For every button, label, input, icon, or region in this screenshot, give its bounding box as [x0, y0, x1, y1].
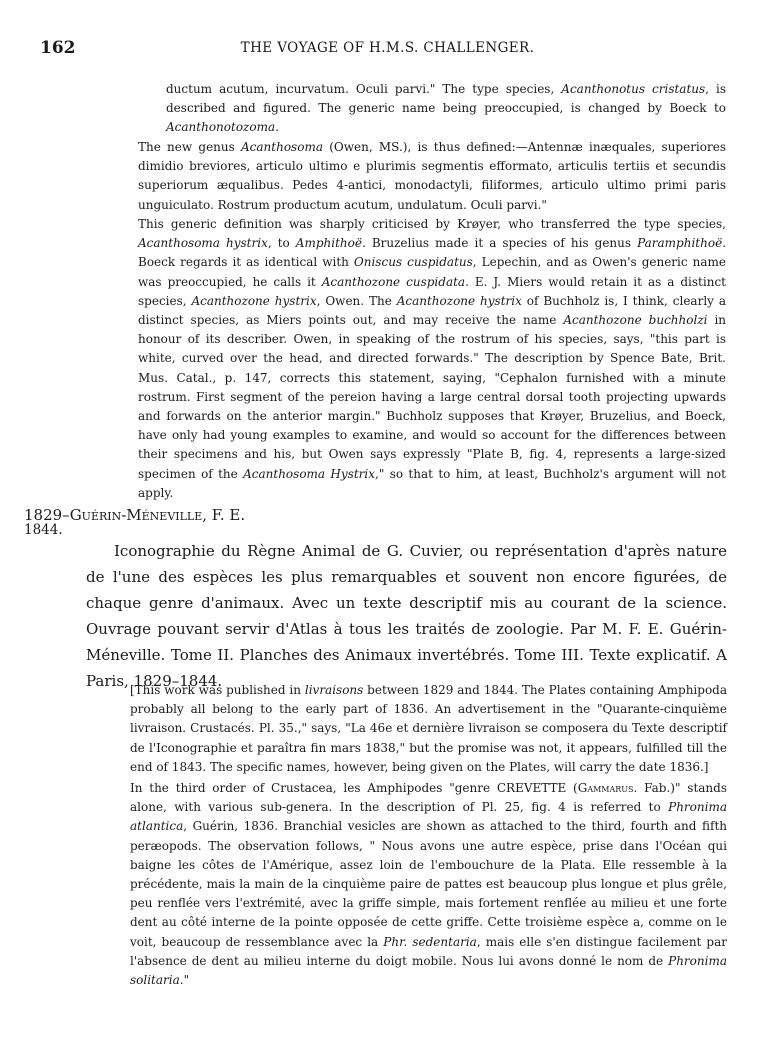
page-header	[40, 38, 735, 60]
paragraph-iconographie-title: Iconographie du Règne Animal de G. Cuvier, ou représentation d'après nature de l'une des espèces les plus remarquables et souvent non encore figurées, de chaque genre d'animaux. Avec un texte descriptif mis au courant de la science. Ouvrage pouvant servir d'Atlas à tous les traités de zoologie. Par M. F. E. Guérin-Méneville. Tome II. Planches des Animaux invertébrés. Tome III. Texte explicatif. A Paris, 1829–1844.	[86, 542, 727, 690]
paragraph-publication-note: [This work was published in livraisons between 1829 and 1844. The Plates containing Amphipoda probably all belong to the early part of 1836. An advertisement in the "Quarante-cinquième livraison. Crustacés. Pl. 35.," says, "La 46e et dernière livraison se composera du Texte descriptif de l'Iconographie et paraîtra fin mars 1838," but the promise was not, it appears, fulfilled till the end of 1843. The specific names, however, being given on the Plates, will carry the date 1836.]	[130, 683, 728, 774]
page-number: 162	[40, 38, 76, 58]
paragraph-acanthosoma-definition: The new genus Acanthosoma (Owen, MS.), is thus defined:—Antennæ inæquales, superiores dimidio breviores, articulo ultimo e plurimis segmentis efformato, articulis tertiis et secundis superiorum æqualibus. Pedes 4-antici, monodactyli, filiformes, articulo ultimo primi paris unguiculato. Rostrum productum acutum, undulatum. Oculi parvi."	[138, 140, 726, 212]
paragraph-acanthonotus: ductum acutum, incurvatum. Oculi parvi." The type species, Acanthonotus cristatus, is described and figured. The generic name being preoccupied, is changed by Boeck to Acanthonotozoma.	[166, 82, 727, 135]
entry-author: Guérin-Méneville	[69, 506, 203, 524]
bibliography-entry-heading: 1829–Guérin-Méneville, F. E.	[24, 506, 246, 524]
paragraph-crevette-phronima: In the third order of Crustacea, les Amphipodes "genre CREVETTE (Gammarus. Fab.)" stands alone, with various sub-genera. In the description of Pl. 25, fig. 4 is referred to Phronima atlantica, Guérin, 1836. Branchial vesicles are shown as attached to the third, fourth and fifth peræopods. The observation follows, " Nous avons une autre espèce, prise dans l'Océan qui baigne les côtes de l'Amérique, assez loin de l'embouchure de la Plata. Elle ressemble à la précédente, mais la main de la cinquième paire de pattes est beaucoup plus longue et plus grêle, peu renflée vers l'extrémité, avec la griffe simple, mais fortement renflée au milieu et une forte dent au côté interne de la pointe opposée de cette griffe. Cette troisième espèce a, comme on le voit, beaucoup de ressemblance avec la Phr. sedentaria, mais elle s'en distingue facilement par l'absence de dent au milieu interne du doigt mobile. Nous lui avons donné le nom de Phronima solitaria."	[130, 781, 728, 988]
entry-second-year: 1844.	[24, 522, 63, 538]
paragraph-generic-criticism: This generic definition was sharply criticised by Krøyer, who transferred the type species, Acanthosoma hystrix, to Amphithoë. Bruzelius made it a species of his genus Paramphithoë. Boeck regards it as identical with Oniscus cuspidatus, Lepechin, and as Owen's generic name was preoccupied, he calls it Acanthozone cuspidata. E. J. Miers would retain it as a distinct species, Acanthozone hystrix, Owen. The Acanthozone hystrix of Buchholz is, I think, clearly a distinct species, as Miers points out, and may receive the name Acanthozone buchholzi in honour of its describer. Owen, in speaking of the rostrum of his species, says, "this part is white, curved over the head, and directed forwards." The description by Spence Bate, Brit. Mus. Catal., p. 147, corrects this statement, saying, "Cephalon furnished with a minute rostrum. First segment of the pereion having a large central dorsal tooth projecting upwards and forwards on the anterior margin." Buchholz supposes that Krøyer, Bruzelius, and Boeck, have only had young examples to examine, and would so account for the differences between their specimens and his, but Owen says expressly "Plate B, fig. 4, represents a large-sized specimen of the Acanthosoma Hystrix," so that to him, at least, Buchholz's argument will not apply.	[138, 217, 727, 500]
running-title: THE VOYAGE OF H.M.S. CHALLENGER.	[240, 40, 535, 56]
